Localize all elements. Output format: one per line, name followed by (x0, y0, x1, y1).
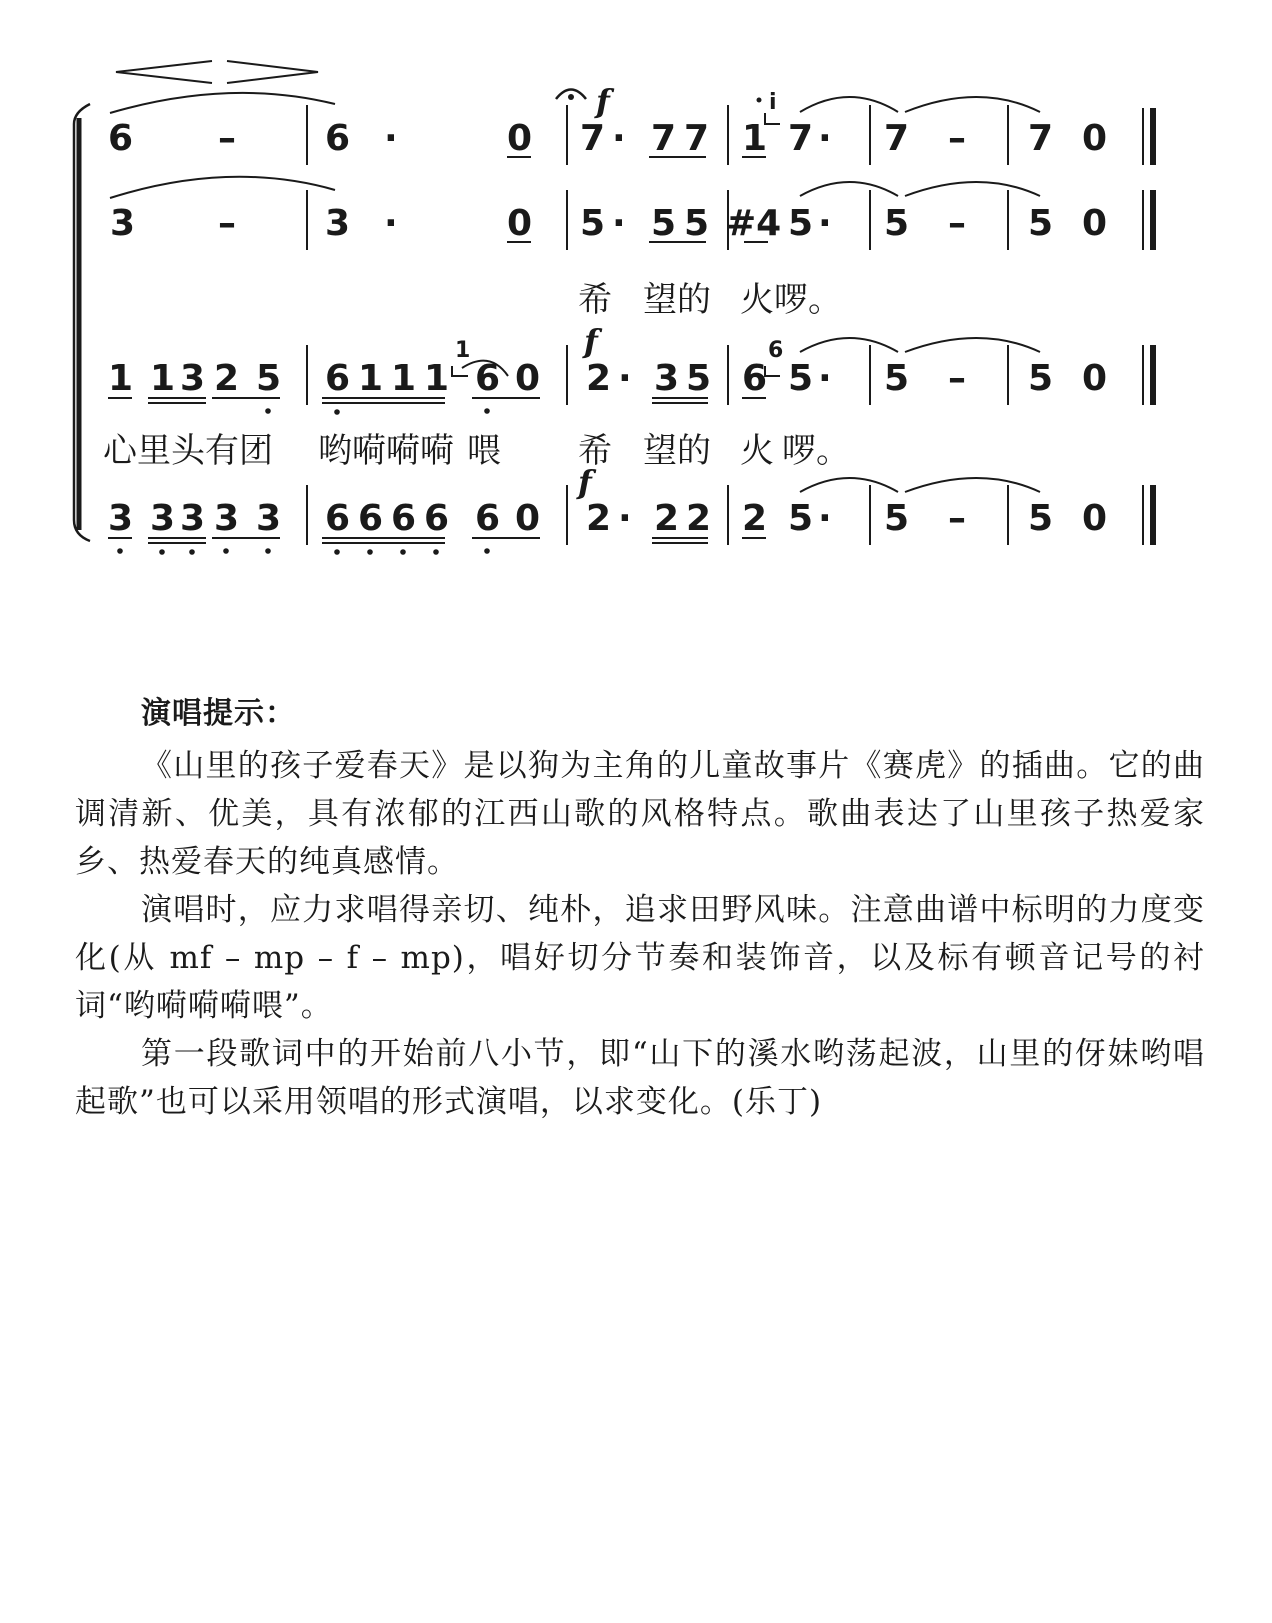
note: 6 (108, 118, 134, 159)
lyric: 心里头有团 (103, 431, 273, 471)
note: 2 (654, 498, 680, 539)
lyrics-upper (578, 280, 842, 320)
note: 6 (475, 358, 501, 399)
note: · (384, 203, 398, 244)
soprano-row (108, 118, 1107, 159)
note: 5 (256, 358, 282, 399)
bass-row (108, 498, 1107, 555)
note: 3 (150, 498, 176, 539)
note: – (948, 358, 966, 399)
grace-note: 6 (768, 338, 784, 363)
note: 3 (110, 203, 136, 244)
lyric: 火啰。 (740, 280, 842, 320)
note: 7 (1028, 118, 1054, 159)
final-barlines (1143, 108, 1153, 545)
lyric: 望的 (643, 280, 711, 320)
hairpins (116, 61, 318, 83)
lyric: 喂 (467, 431, 501, 471)
note: 0 (507, 118, 533, 159)
note: · (618, 358, 632, 399)
note: 6 (424, 498, 450, 539)
note: 5 (884, 358, 910, 399)
note: · (612, 118, 626, 159)
note: 7 (651, 118, 677, 159)
note: 0 (515, 498, 541, 539)
dynamic-forte: f (584, 322, 598, 360)
performance-tips (75, 690, 1205, 1126)
note: · (818, 118, 832, 159)
note: 2 (686, 498, 712, 539)
note: 0 (1082, 498, 1108, 539)
note: 3 (214, 498, 240, 539)
note: 7 (580, 118, 606, 159)
fermata (556, 90, 586, 101)
barlines (307, 105, 1008, 545)
note: 5 (651, 203, 677, 244)
lyric: 望的 (643, 431, 711, 471)
note: 5 (788, 203, 814, 244)
note: 0 (1082, 118, 1108, 159)
note: 2 (586, 498, 612, 539)
note: 0 (1082, 203, 1108, 244)
note: 5 (686, 358, 712, 399)
note: 3 (180, 358, 206, 399)
alto-row (110, 203, 1107, 244)
note: · (612, 203, 626, 244)
tips-paragraph: 演唱时，应力求唱得亲切、纯朴，追求田野风味。注意曲谱中标明的力度变化(从 mf – mp – f – mp)，唱好切分节奏和装饰音，以及标有顿音记号的衬词“哟嗬嗬嗬喂”。 (75, 892, 1205, 1024)
tenor-row (108, 358, 1107, 415)
note: 6 (325, 358, 351, 399)
dynamic-forte: f (578, 463, 592, 501)
dynamic-forte: f (596, 82, 610, 120)
note: 1 (150, 358, 176, 399)
note: 5 (684, 203, 710, 244)
note: 1 (742, 118, 768, 159)
note: 0 (515, 358, 541, 399)
note: 6 (358, 498, 384, 539)
note: 6 (391, 498, 417, 539)
note: 5 (580, 203, 606, 244)
lyric: 希 (578, 280, 612, 320)
note: – (948, 498, 966, 539)
note: 3 (180, 498, 206, 539)
note: · (818, 358, 832, 399)
lyric: 啰。 (782, 431, 850, 471)
note: 3 (256, 498, 282, 539)
note: · (618, 498, 632, 539)
grace-note: 1 (455, 338, 471, 363)
note: 5 (788, 498, 814, 539)
note: 1 (391, 358, 417, 399)
note: 5 (788, 358, 814, 399)
note: 3 (654, 358, 680, 399)
lyrics-lower (103, 431, 850, 471)
note: 5 (884, 498, 910, 539)
tips-paragraph: 《山里的孩子爱春天》是以狗为主角的儿童故事片《赛虎》的插曲。它的曲调清新、优美，具有浓郁的江西山歌的风格特点。歌曲表达了山里孩子热爱家乡、热爱春天的纯真感情。 (75, 748, 1205, 880)
note: 5 (1028, 358, 1054, 399)
lyric: 希 (578, 431, 612, 471)
lyric: 火 (740, 431, 774, 471)
note: 3 (325, 203, 351, 244)
note: 6 (742, 358, 768, 399)
note: 7 (684, 118, 710, 159)
note: 0 (507, 203, 533, 244)
note: 1 (108, 358, 134, 399)
note: 2 (742, 498, 768, 539)
note: 2 (586, 358, 612, 399)
note: 1 (358, 358, 384, 399)
note: · (384, 118, 398, 159)
note: 5 (1028, 203, 1054, 244)
note: 5 (1028, 498, 1054, 539)
note: · (818, 498, 832, 539)
note: – (948, 118, 966, 159)
system-bracket (74, 104, 90, 541)
note: 7 (788, 118, 814, 159)
note: 1 (424, 358, 450, 399)
grace-note: i (769, 90, 777, 115)
note: · (818, 203, 832, 244)
note: – (218, 203, 236, 244)
numbered-musical-score (0, 0, 1272, 600)
note: – (948, 203, 966, 244)
note: 2 (214, 358, 240, 399)
note: 5 (884, 203, 910, 244)
note: 6 (475, 498, 501, 539)
tips-paragraph: 第一段歌词中的开始前八小节，即“山下的溪水哟荡起波，山里的伢妹哟唱起歌”也可以采用领唱的形式演唱，以求变化。(乐丁) (75, 1036, 1205, 1120)
tips-heading: 演唱提示： (141, 696, 296, 731)
note: – (218, 118, 236, 159)
note: 6 (325, 498, 351, 539)
note: 0 (1082, 358, 1108, 399)
note: #4 (726, 203, 782, 244)
note: 3 (108, 498, 134, 539)
note: 7 (884, 118, 910, 159)
lyric: 哟嗬嗬嗬 (318, 431, 454, 471)
note: 6 (325, 118, 351, 159)
